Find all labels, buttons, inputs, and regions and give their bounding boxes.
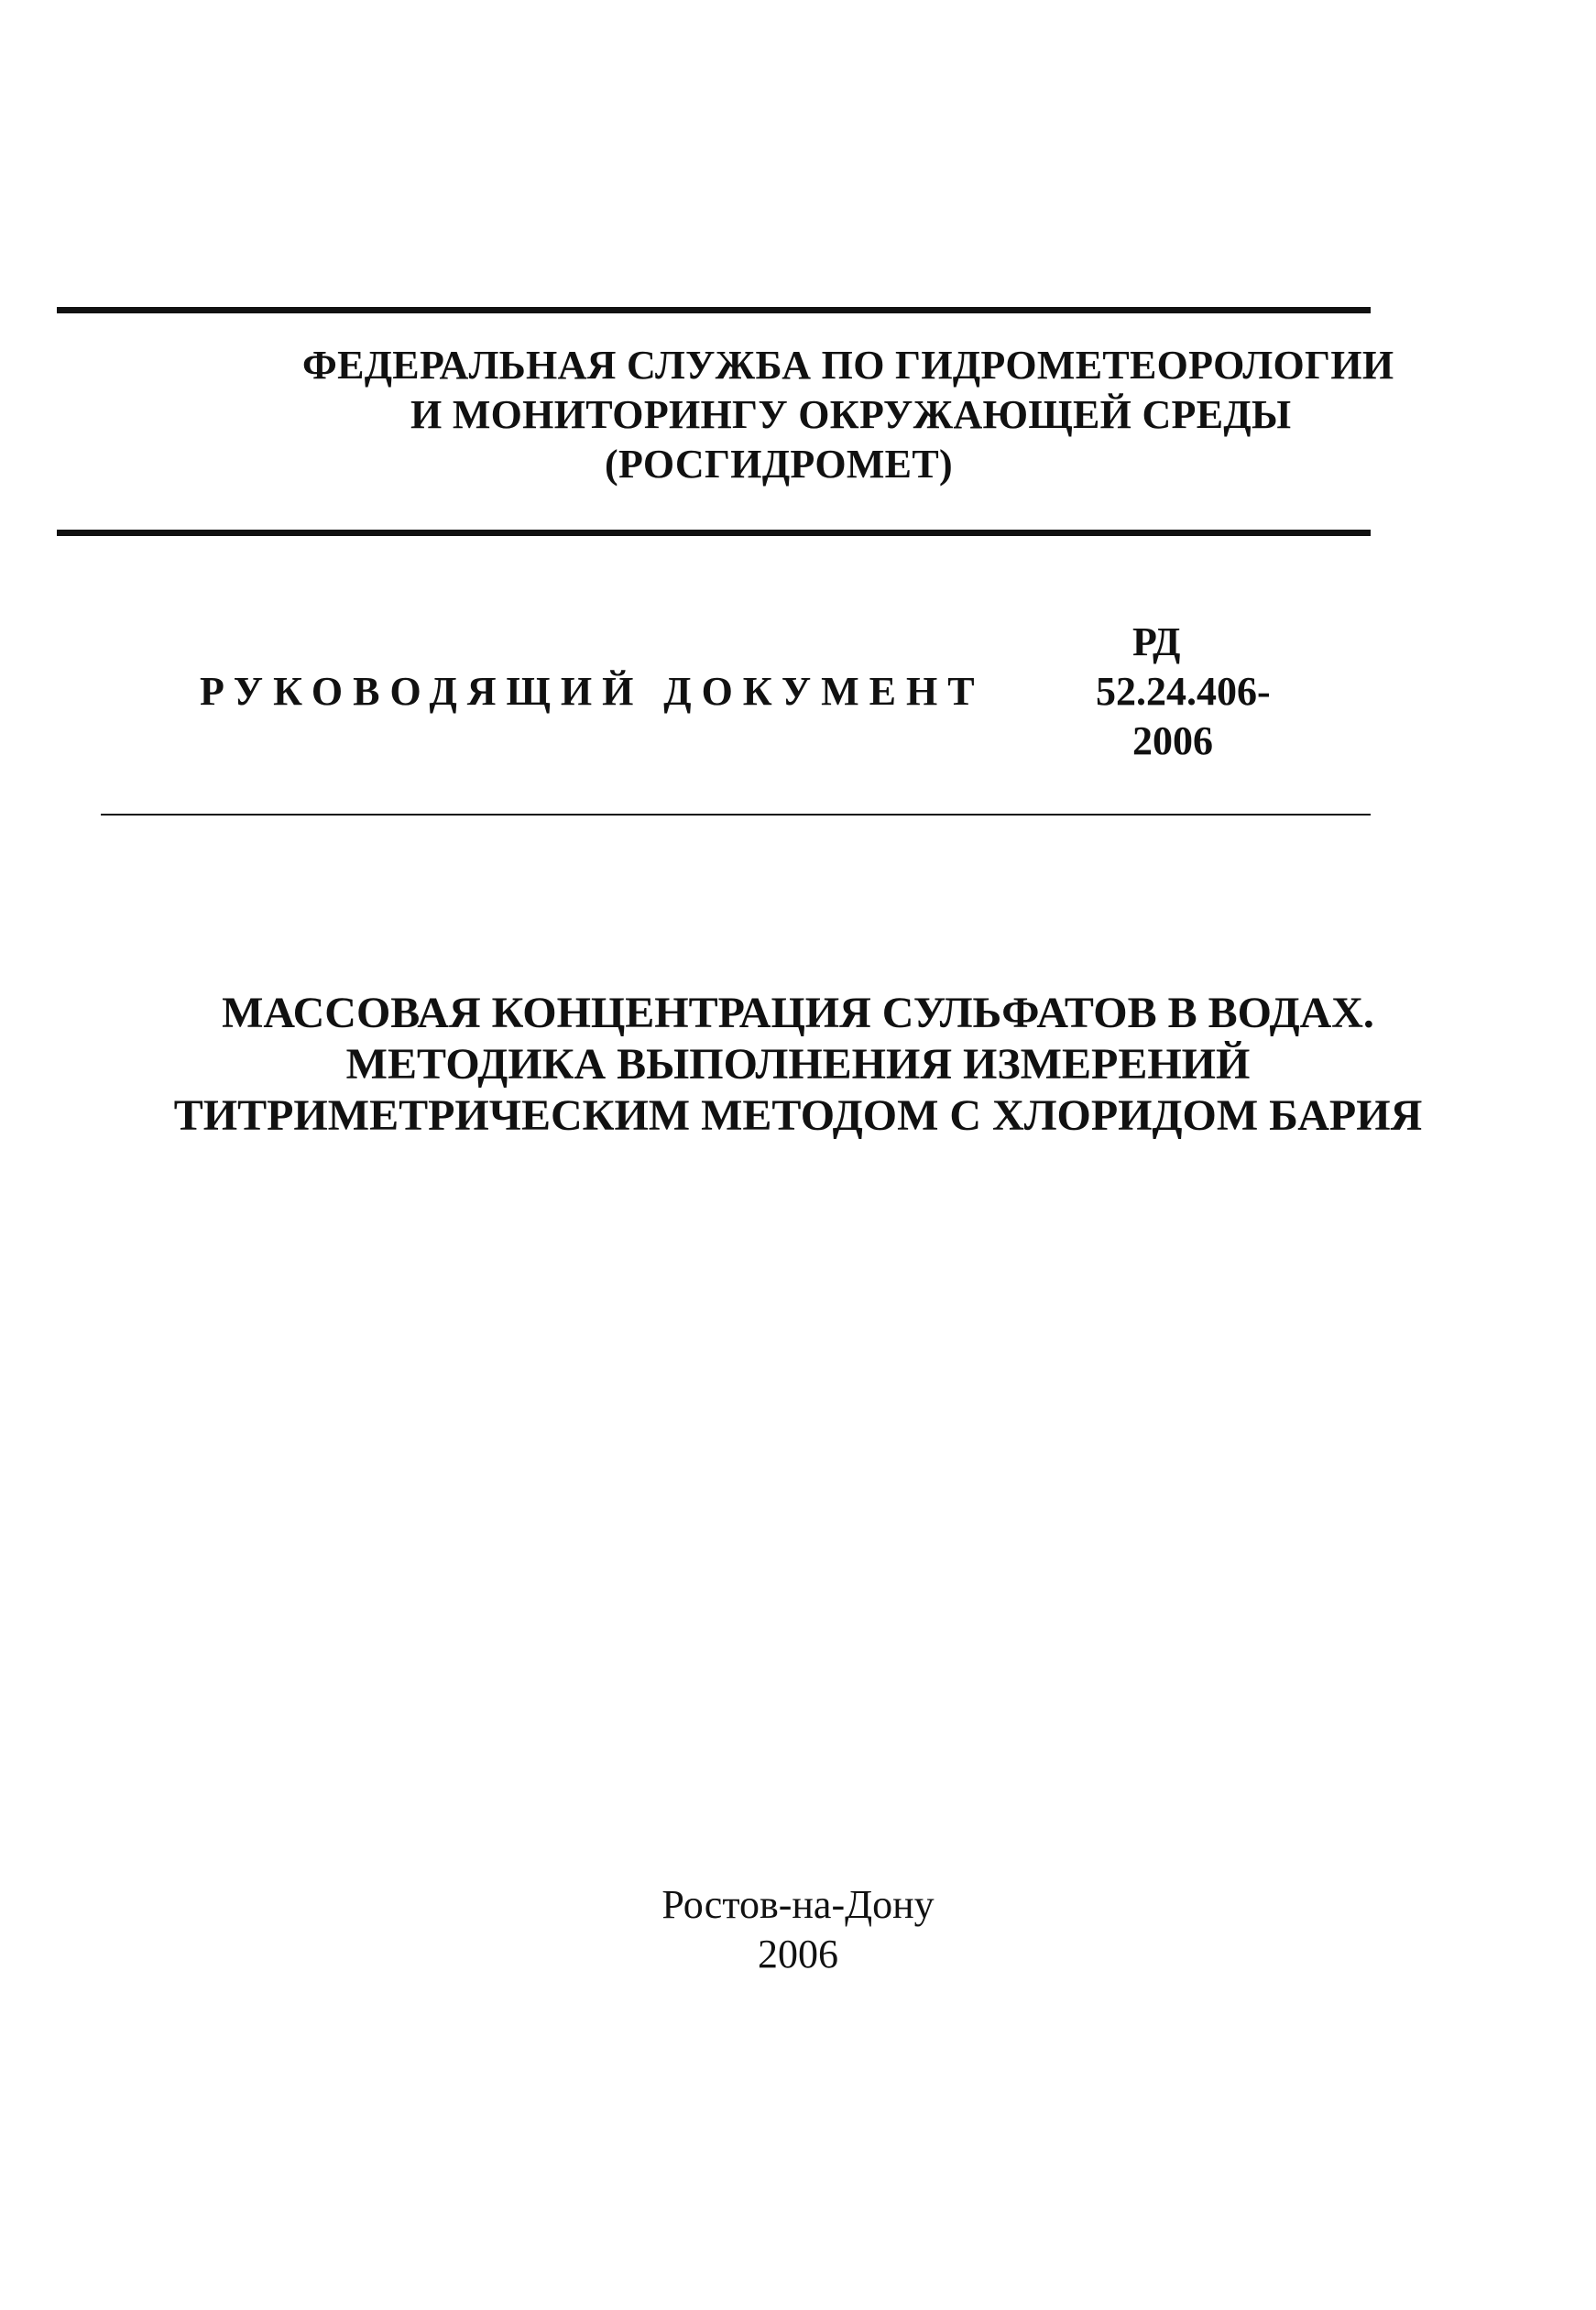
publication-year: 2006 (758, 1932, 838, 1976)
agency-name-line1: ФЕДЕРАЛЬНАЯ СЛУЖБА ПО ГИДРОМЕТЕОРОЛОГИИ (302, 343, 1394, 388)
middle-rule (57, 530, 1371, 536)
document-title-line1: МАССОВАЯ КОНЦЕНТРАЦИЯ СУЛЬФАТОВ В ВОДАХ. (222, 989, 1374, 1037)
top-rule (57, 307, 1371, 313)
agency-name-line2: И МОНИТОРИНГУ ОКРУЖАЮЩЕЙ СРЕДЫ (410, 392, 1292, 437)
agency-abbreviation: (РОСГИДРОМЕТ) (605, 442, 953, 487)
document-title-line2: МЕТОДИКА ВЫПОЛНЕНИЯ ИЗМЕРЕНИЙ (345, 1040, 1251, 1089)
rd-label: РД (1132, 619, 1181, 664)
document-type: РУКОВОДЯЩИЙ ДОКУМЕНТ (200, 669, 985, 714)
rd-number: 52.24.406- (1096, 669, 1271, 714)
document-title-line3: ТИТРИМЕТРИЧЕСКИМ МЕТОДОМ С ХЛОРИДОМ БАРИЯ (173, 1091, 1423, 1140)
rd-year: 2006 (1132, 718, 1213, 763)
publication-place: Ростов-на-Дону (661, 1882, 935, 1927)
thin-rule (101, 814, 1371, 816)
